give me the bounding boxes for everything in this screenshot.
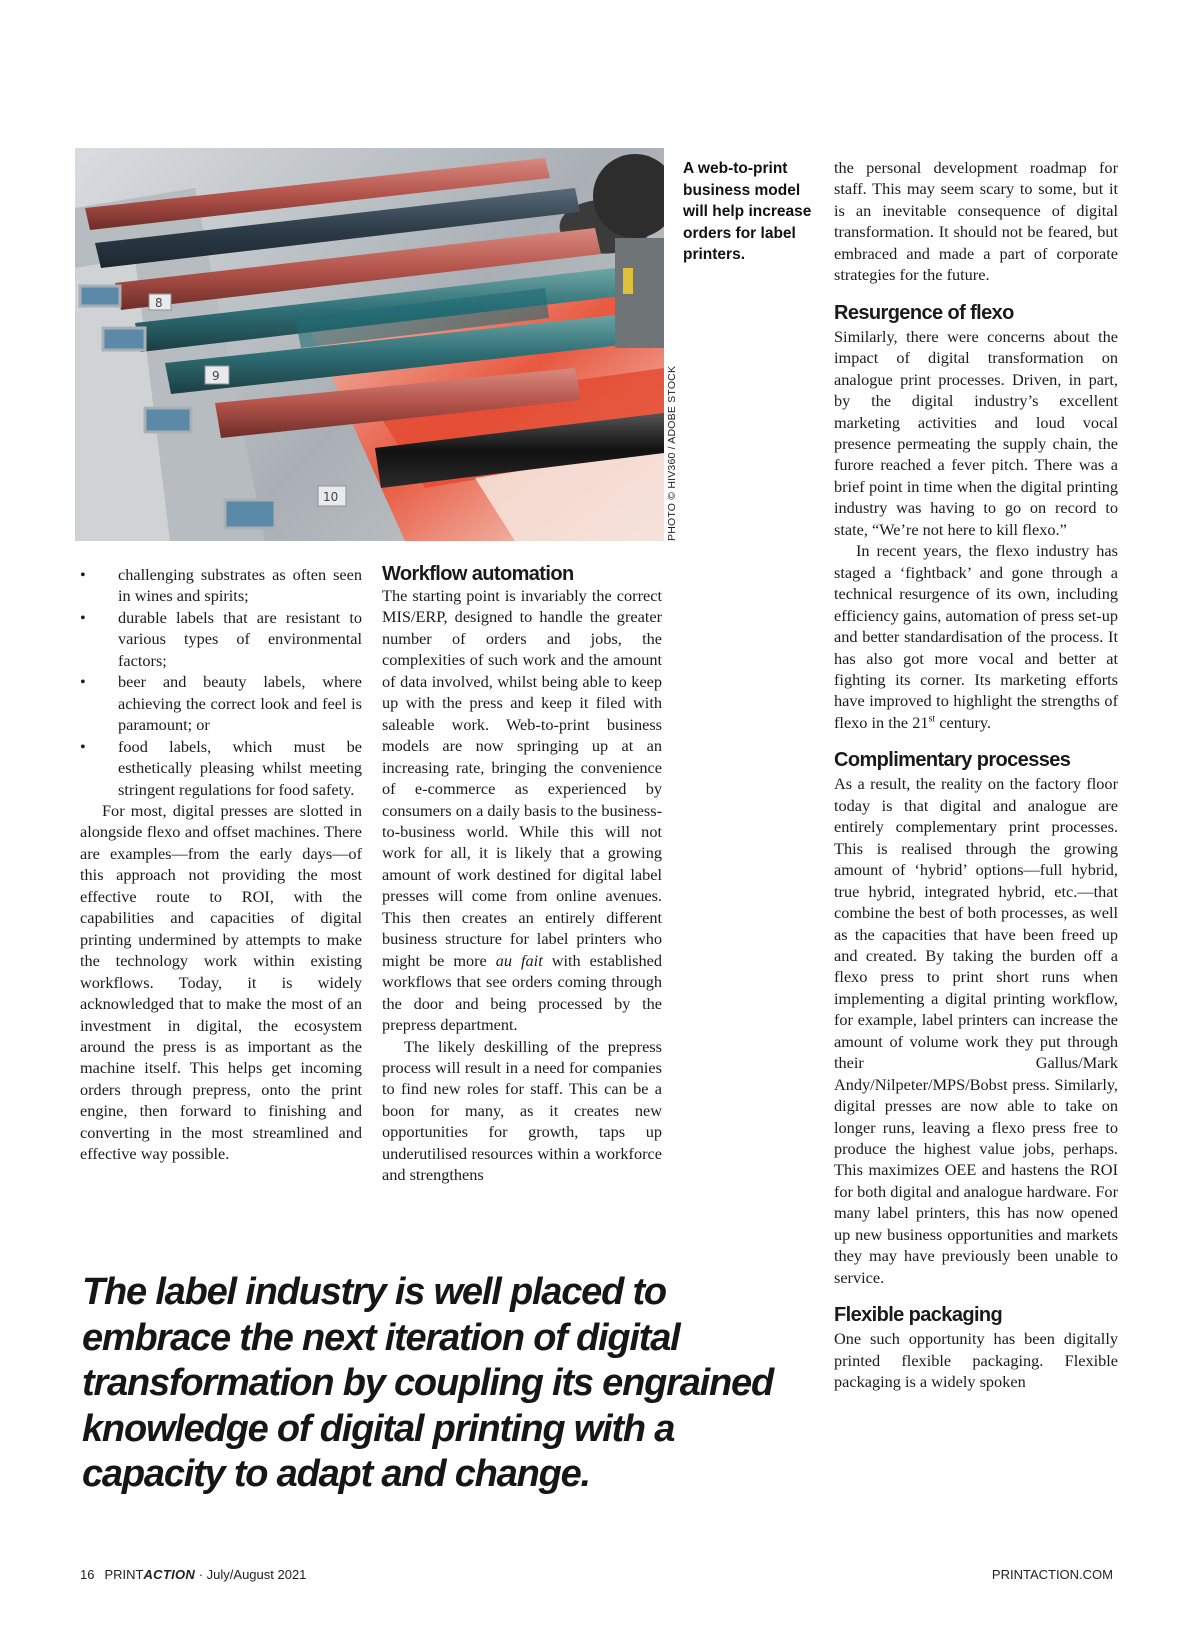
list-item [80,607,362,671]
unit-number-10: 10 [323,490,339,504]
section-heading: Resurgence of flexo [834,301,1014,324]
pull-quote: The label industry is well placed to embrace the next iteration of digital transformation by coupling its engrained knowledge of digital printing with a capacity to adapt and change. [82,1271,773,1495]
body-paragraph: In recent years, the flexo industry has staged a ‘fightback’ and gone through a technical resurgence of its own, including efficiency gains, automation of press set-up and better standardisation of the process. It has also got more vocal and better at fighting its corner. Its marketing efforts have improved to highlight the strengths of flexo in the 21st century. [834,541,1118,732]
printing-press-illustration [75,148,664,541]
body-paragraph: One such opportunity has been digitally printed flexible packaging. Flexible packaging is a widely spoken [834,1329,1118,1392]
column-2 [382,562,662,1186]
section-heading: Workflow automation [382,563,574,585]
body-paragraph: Similarly, there were concerns about the impact of digital transformation on analogue print processes. Driven, in part, by the digital industry’s excellent marketing activities and loud vocal presence permeating the supply chain, the furore reached a fever pitch. There was a brief point in time when the digital printing industry was having to go on record to state, “We’re not here to kill flexo.” [834,326,1118,539]
section-heading: Complimentary processes [834,749,1071,772]
bullet-glyph: • [80,736,86,756]
photo-caption: A web-to-print business model will help increase orders for label printers. [683,160,812,263]
bullet-glyph: • [80,565,86,584]
bullet-text: food labels, which must be esthetically pleasing whilst meeting stringent regulations for food safety. [118,736,362,799]
magazine-name-action: ACTION [143,1567,196,1582]
page-number: 16 [80,1567,95,1582]
list-item [80,564,362,607]
list-item [80,736,362,800]
photo-credit: PHOTO © HIV360 / ADOBE STOCK [666,365,678,541]
bullet-text: beer and beauty labels, where achieving the correct look and feel is paramount; or [118,672,362,735]
footer-folio [80,1567,306,1582]
body-paragraph: The likely deskilling of the prepress process will result in a need for companies to find new roles for staff. This can be a boon for many, as it creates new opportunities for growth, taps up underutilised resources within a workforce and strengthens [382,1036,662,1185]
unit-number-9: 9 [212,369,220,383]
bullet-text: challenging substrates as often seen in wines and spirits; [118,565,362,606]
body-paragraph: For most, digital presses are slotted in alongside flexo and offset machines. There are examples—from the early days—of this approach not providing the most effective route to ROI, with the capabilities and capacities of digital printing undermined by attempts to make the technology work within existing workflows. Today, it is widely acknowledged that to make the most of an investment in digital, the ecosystem around the press is as important as the machine itself. This helps get incoming orders through prepress, onto the print engine, then forward to finishing and converting in the most streamlined and effective way possible. [80,800,362,1164]
bullet-glyph: • [80,607,86,627]
magazine-name-print: PRINT [104,1567,144,1582]
body-paragraph: As a result, the reality on the factory floor today is that digital and analogue are entirely complementary print processes. This is realised through the growing amount of ‘hybrid’ options—full hybrid, true hybrid, integrated hybrid, etc.—that combine the best of both processes, as well as the capacities that have been freed up and created. By taking the burden off a flexo press to print short runs when implementing a digital printing workflow, for example, label printers can increase the amount of volume work they put through their Gallus/Mark Andy/Nilpeter/MPS/Bobst press. Similarly, digital presses are now able to take on longer runs, leaving a flexo press free to produce the highest value jobs, perhaps. This maximizes OEE and hastens the ROI for both digital and analogue hardware. For many label printers, this has now opened up new business opportunities and markets they may have previously been unable to service. [834,774,1118,1287]
unit-number-8: 8 [155,296,163,310]
column-3 [834,157,1118,1393]
footer-site: PRINTACTION.COM [991,1567,1113,1582]
bullet-glyph: • [80,672,86,692]
issue-date: · July/August 2021 [198,1567,307,1582]
press-photo [75,148,664,541]
column-1 [80,564,362,1165]
body-paragraph: The starting point is invariably the correct MIS/ERP, designed to handle the greater number of orders and jobs, the complexities of such work and the amount of data involved, whilst being able to keep up with the press and keep it filed with saleable work. Web-to-print business models are now springing up at an increasing rate, bringing the convenience of e-commerce as experienced by consumers on a daily basis to the business-to-business world. While this will not work for all, it is likely that a growing amount of work destined for digital label presses will come from online avenues. This then creates an entirely different business structure for label printers who might be more au fait with established workflows that see orders coming through the door and being processed by the prepress department. [382,586,662,1035]
section-heading: Flexible packaging [834,1304,1003,1327]
list-item [80,671,362,735]
body-paragraph: the personal development roadmap for staff. This may seem scary to some, but it is an inevitable consequence of digital transformation. It should not be feared, but embraced and made a part of corporate strategies for the future. [834,158,1118,285]
bullet-text: durable labels that are resistant to various types of environmental factors; [118,607,362,670]
italic-term: au fait [495,950,543,970]
